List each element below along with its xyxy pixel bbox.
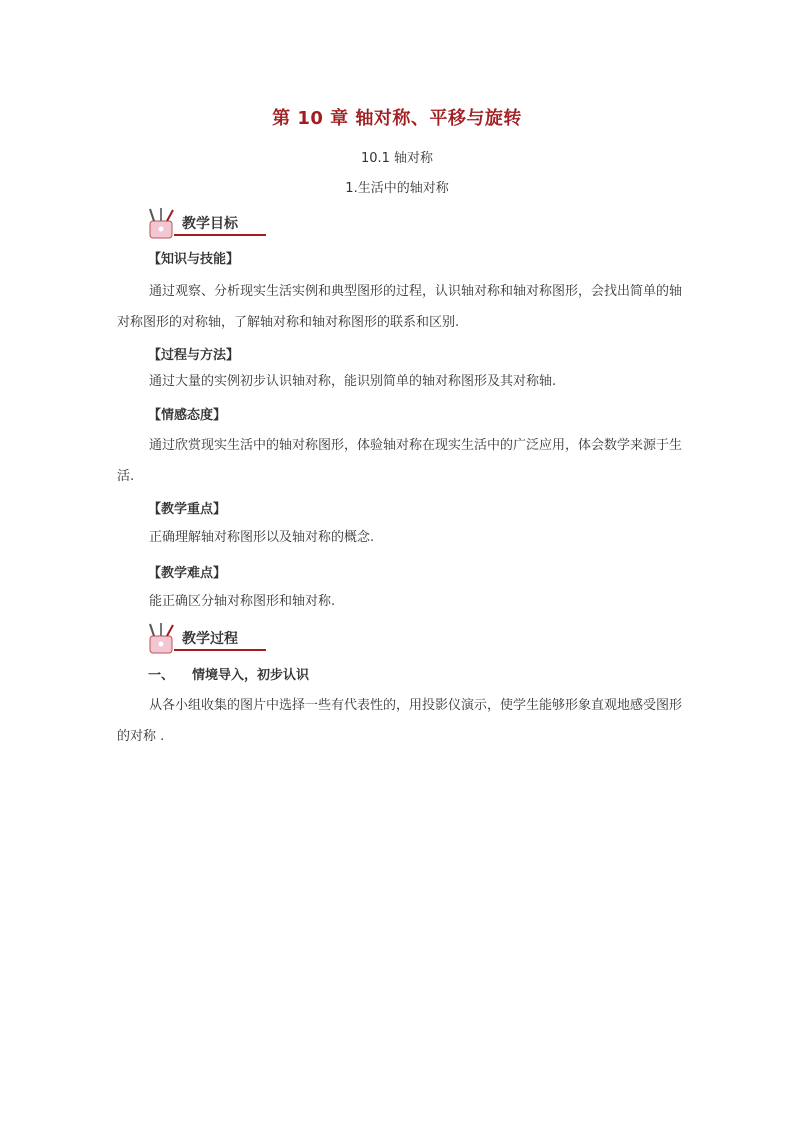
step-title: 情境导入，初步认识 xyxy=(192,668,310,683)
section-title: 10.1 轴对称 xyxy=(360,151,434,166)
chapter-title: 第 10 章 轴对称、平移与旋转 xyxy=(272,108,522,129)
heading-process-method: 【过程与方法】 xyxy=(148,348,240,363)
step-number: 一、 xyxy=(148,668,175,683)
badge-label: 教学目标 xyxy=(182,216,238,232)
heading-difficulties: 【教学难点】 xyxy=(148,566,227,581)
heading-emotion-attitude: 【情感态度】 xyxy=(148,408,227,423)
badge-underline xyxy=(174,649,266,651)
badge-label: 教学过程 xyxy=(182,631,238,647)
para-emotion-attitude: 通过欣赏现实生活中的轴对称图形，体验轴对称在现实生活中的广泛应用，体会数学来源于生活. xyxy=(117,438,683,484)
teaching-goals-badge xyxy=(144,207,270,241)
heading-key-points: 【教学重点】 xyxy=(148,502,227,517)
badge-underline xyxy=(174,234,266,236)
para-step-intro: 从各小组收集的图片中选择一些有代表性的，用投影仪演示，使学生能够形象直观地感受图形的对称 . xyxy=(117,698,683,744)
subsection-title: 1.生活中的轴对称 xyxy=(345,181,449,196)
para-knowledge-skills: 通过观察、分析现实生活实例和典型图形的过程，认识轴对称和轴对称图形，会找出简单的轴对称图形的对称轴，了解轴对称和轴对称图形的联系和区别. xyxy=(117,284,683,330)
para-key-points: 正确理解轴对称图形以及轴对称的概念. xyxy=(149,530,375,545)
teaching-process-badge xyxy=(144,622,270,656)
para-difficulties: 能正确区分轴对称图形和轴对称. xyxy=(149,594,336,609)
process-step-heading xyxy=(148,664,309,683)
para-process-method: 通过大量的实例初步认识轴对称，能识别简单的轴对称图形及其对称轴. xyxy=(149,374,557,389)
heading-knowledge-skills: 【知识与技能】 xyxy=(148,252,240,267)
